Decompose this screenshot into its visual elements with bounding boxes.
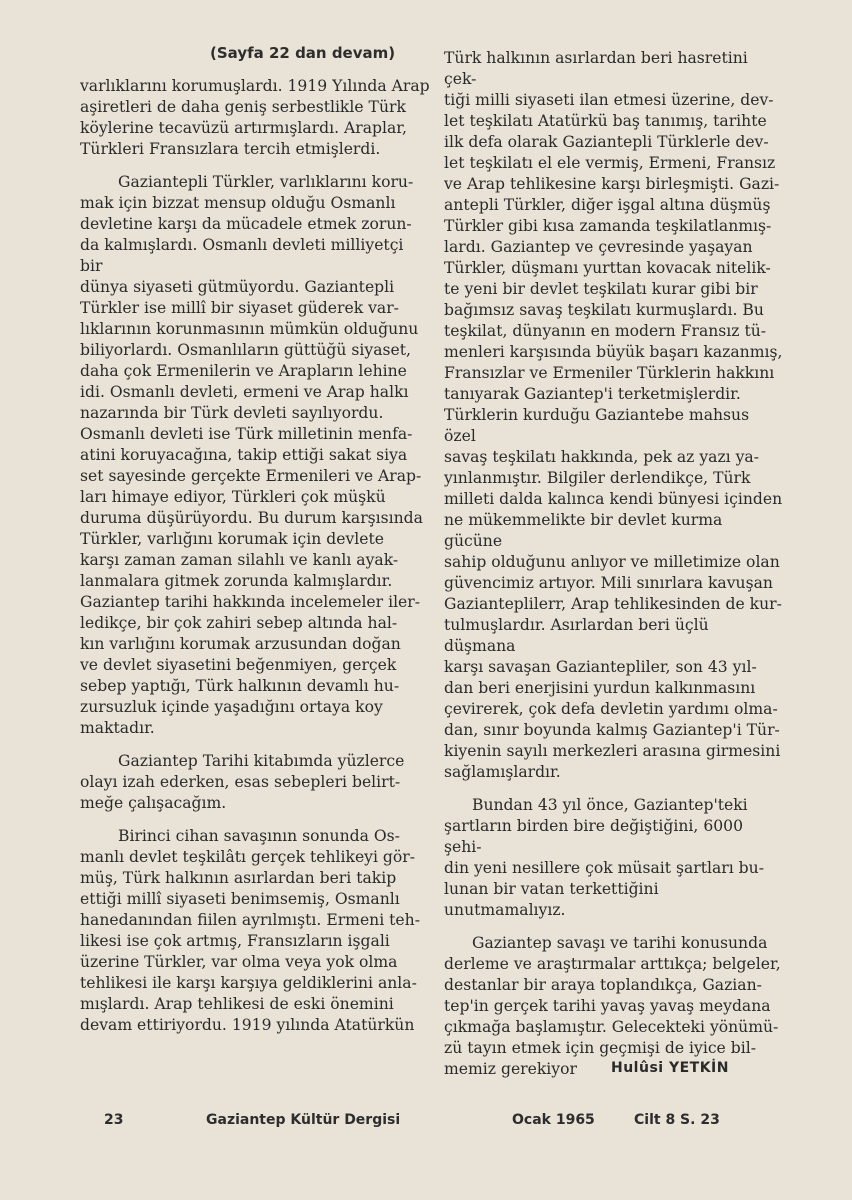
paragraph: Bundan 43 yıl önce, Gaziantep'teki şartların birden bire değiştiğini, 6000 şehi- din yeni nesillere çok müsait şartları bu- lunan bir vatan terkettiğini unutmamalıyız. (444, 796, 764, 919)
magazine-title: Gaziantep Kültür Dergisi (206, 1112, 401, 1128)
left-column (80, 76, 430, 1048)
author-signature: Hulûsi YETKİN (611, 1060, 729, 1076)
paragraph: Birinci cihan savaşının sonunda Os- manlı devlet teşkilâtı gerçek tehlikeyi gör- müş, Türk halkının asırlardan beri takip ettiği millî siyaseti benimsemiş, Osmanlı hanedanından fiilen ayrılmıştı. Ermeni teh- likesi ise çok artmış, Fransızların işgali üzerine Türkler, var olma veya yok olma tehlikesi ile karşı karşıya geldiklerini anla- mışlardı. Arap tehlikesi de eski önemini devam ettiriyordu. 1919 yılında Atatürkün (80, 827, 420, 1034)
page-number: 23 (104, 1112, 124, 1128)
paragraph: Gaziantep Tarihi kitabımda yüzlerce olayı izah ederken, esas sebepleri belirt- meğe çalışacağım. (80, 752, 405, 812)
right-column (444, 48, 784, 1092)
paragraph: Türk halkının asırlardan beri hasretini çek- tiği milli siyaseti ilan etmesi üzerine, dev- let teşkilatı Atatürkü baş tanımış, tarihte ilk defa olarak Gaziantepli Türklerle dev- let teşkilatı el ele vermiş, Ermeni, Fransız ve Arap tehlikesine karşı birleşmişti. Gazi- antepli Türkler, diğer işgal altına düşmüş Türkler gibi kısa zamanda teşkilatlanmış- lardı. Gaziantep ve çevresinde yaşayan Türkler, düşmanı yurttan kovacak nitelik- te yeni bir devlet teşkilatı kurar gibi bir bağımsız savaş teşkilatı kurmuşlardı. Bu teşkilat, dünyanın en modern Fransız tü- menleri karşısında büyük başarı kazanmış, Fransızlar ve Ermeniler Türklerin hakkını tanıyarak Gaziantep'i terketmişlerdir. Türklerin kurduğu Gaziantebe mahsus özel savaş teşkilatı hakkında, pek az yazı ya- yınlanmıştır. Bilgiler derlendikçe, Türk milleti dalda kalınca kendi bünyesi içinden ne mükemmelikte bir devlet kurma gücüne sahip olduğunu anlıyor ve milletimize olan güvencimiz artıyor. Mili sınırlara kavuşan Gazianteplilerr, Arap tehlikesinden de kur- tulmuşlardır. Asırlardan beri üçlü düşmana karşı savaşan Gaziantepliler, son 43 yıl- dan beri enerjisini yurdun kalkınmasını çevirerek, çok defa devletin yardımı olma- dan, sınır boyunda kalmış Gaziantep'i Tür- kiyenin sayılı merkezleri arasına girmesini sağlamışlardır. (444, 49, 783, 781)
paragraph: varlıklarını korumuşlardı. 1919 Yılında Arap aşiretleri de daha geniş serbestlikle Türk köylerine tecavüzü artırmışlardı. Araplar, Türkleri Fransızlara tercih etmişlerdi. (80, 77, 430, 158)
paragraph: Gaziantep savaşı ve tarihi konusunda derleme ve araştırmalar arttıkça; belgeler, destanlar bir araya toplandıkça, Gazian- tep'in gerçek tarihi yavaş yavaş meydana çıkmağa başlamıştır. Gelecekteki yönümü- zü tayın etmek için geçmişi de iyice bil- memiz gerekiyor (444, 934, 781, 1078)
issue-date: Ocak 1965 (512, 1112, 595, 1128)
paragraph: Gaziantepli Türkler, varlıklarını koru- mak için bizzat mensup olduğu Osmanlı devletine karşı da mücadele etmek zorun- da kalmışlardı. Osmanlı devleti milliyetçi bir dünya siyaseti gütmüyordu. Gaziantepli Türkler ise millî bir siyaset güderek var- lıklarının korunmasının mümkün olduğunu biliyorlardı. Osmanlıların güttüğü siyaset, daha çok Ermenilerin ve Arapların lehine idi. Osmanlı devleti, ermeni ve Arap halkı nazarında bir Türk devleti sayılıyordu. Osmanlı devleti ise Türk milletinin menfa- atini koruyacağına, takip ettiği sakat siya set sayesinde gerçekte Ermenileri ve Arap- ları himaye ediyor, Türkleri çok müşkü duruma düşürüyordu. Bu durum karşısında Türkler, varlığını korumak için devlete karşı zaman zaman silahlı ve kanlı ayak- lanmalara gitmek zorunda kalmışlardır. Gaziantep tarihi hakkında incelemeler iler- ledikçe, bir çok zahiri sebep altında hal- kın varlığını korumak arzusundan doğan ve devlet siyasetini beğenmiyen, gerçek sebep yaptığı, Türk halkının devamlı hu- zursuzluk içinde yaşadığını ortaya koy maktadır. (80, 173, 423, 737)
continued-from-header: (Sayfa 22 dan devam) (210, 44, 396, 62)
volume-issue: Cilt 8 S. 23 (634, 1112, 720, 1128)
